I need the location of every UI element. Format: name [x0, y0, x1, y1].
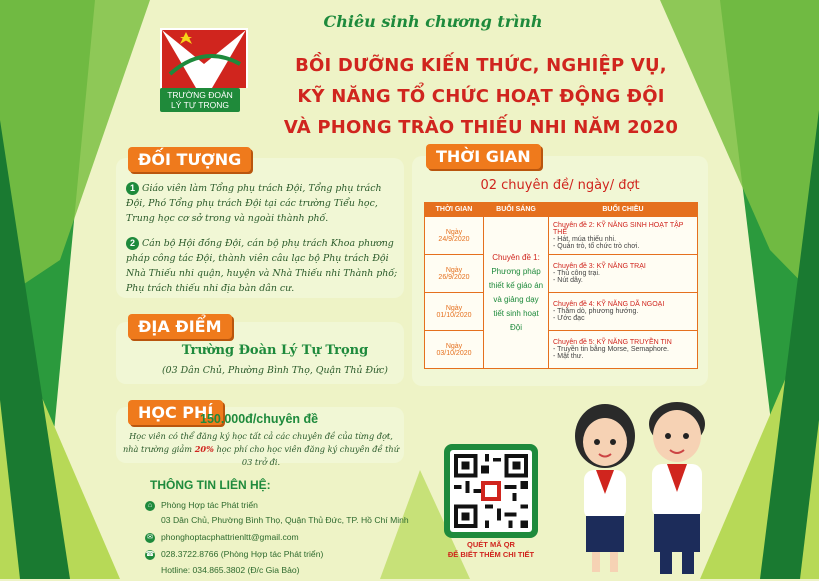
date-cell: Ngày 01/10/2020	[425, 293, 484, 331]
afternoon-cell: Chuyên đề 3: KỸ NĂNG TRẠI - Thủ công trại. - Nút dây.	[549, 255, 698, 293]
fee-heading: HỌC PHÍ	[128, 400, 223, 425]
col-morning: BUỔI SÁNG	[484, 203, 549, 217]
table-row	[425, 217, 698, 255]
mascot-boy	[634, 394, 720, 576]
contact-dept: ⌂ Phòng Hợp tác Phát triển	[145, 500, 258, 511]
table-row	[425, 331, 698, 369]
program-kicker: Chiêu sinh chương trình	[323, 12, 543, 31]
fee-price: 150.000đ/chuyên đề	[200, 412, 319, 426]
contact-phone[interactable]: ☎ 028.3722.8766 (Phòng Hợp tác Phát triển)	[145, 549, 324, 559]
contact-email[interactable]: ✉ phonghoptacphattrienltt@gmail.com	[145, 532, 299, 543]
schedule-table	[424, 202, 698, 369]
mascot-girl	[566, 398, 644, 574]
contact-address: 03 Dân Chủ, Phường Bình Thọ, Quận Thủ Đức, TP. Hồ Chí Minh	[161, 515, 409, 525]
contact-hotline[interactable]: Hotline: 034.865.3802 (Đ/c Gia Bảo)	[161, 565, 300, 575]
program-title: BỒI DƯỠNG KIẾN THỨC, NGHIỆP VỤ, KỸ NĂNG TỔ CHỨC HOẠT ĐỘNG ĐỘI VÀ PHONG TRÀO THIẾU NHI NĂM 2020	[283, 55, 679, 138]
col-afternoon: BUỔI CHIỀU	[549, 203, 698, 217]
fee-note: Học viên có thể đăng ký học tất cả các chuyên đề của từng đợt, nhà trường giảm 20% học phí cho học viên đăng ký chuyên đề thứ 03 trở đi.	[123, 431, 399, 467]
date-cell: Ngày 03/10/2020	[425, 331, 484, 369]
qr-code[interactable]	[450, 450, 532, 532]
morning-cell: Chuyên đề 1: Phương pháp thiết kế giáo án và giảng dạy tiết sinh hoạt Đội	[484, 217, 549, 369]
schedule-subtitle: 02 chuyên đề/ ngày/ đợt	[480, 178, 640, 193]
location-address: (03 Dân Chủ, Phường Bình Thọ, Quận Thủ Đức)	[162, 365, 388, 376]
table-row	[425, 255, 698, 293]
date-cell: Ngày 26/9/2020	[425, 255, 484, 293]
phone-icon: ☎	[145, 550, 155, 558]
audience-item-1: 1 Giáo viên làm Tổng phụ trách Đội, Tổng phụ trách Đội, Phó Tổng phụ trách Đội tại các trường Tiểu học, Trung học cơ sở trong và ngoài thành phố.	[126, 183, 382, 224]
schedule-table-wrap	[424, 202, 698, 369]
afternoon-cell: Chuyên đề 5: KỸ NĂNG TRUYỀN TIN - Truyền tin bằng Morse, Semaphore. - Mật thư.	[549, 331, 698, 369]
afternoon-cell: Chuyên đề 2: KỸ NĂNG SINH HOẠT TẬP THỂ - Hát, múa thiếu nhi. - Quản trò, tổ chức trò chơi.	[549, 217, 698, 255]
contact-heading: THÔNG TIN LIÊN HỆ:	[150, 478, 271, 492]
location-heading: ĐỊA ĐIỂM	[128, 314, 232, 339]
mail-icon: ✉	[145, 533, 155, 543]
audience-item-2: 2 Cán bộ Hội đồng Đội, cán bộ phụ trách Khoa phương pháp công tác Đội, thành viên câu lạc bộ Phụ trách Đội Nhà Thiếu nhi quận, huyện và Nhà Thiếu nhi Thành phố; Phụ trách thiếu nhi địa bàn dân cư.	[126, 238, 398, 294]
table-row	[425, 293, 698, 331]
schedule-heading: THỜI GIAN	[426, 144, 541, 169]
location-name: Trường Đoàn Lý Tự Trọng	[181, 343, 369, 358]
date-cell: Ngày 24/9/2020	[425, 217, 484, 255]
audience-heading: ĐỐI TƯỢNG	[128, 147, 251, 172]
col-time: THỜI GIAN	[425, 203, 484, 217]
building-icon: ⌂	[145, 501, 155, 511]
afternoon-cell: Chuyên đề 4: KỸ NĂNG DÃ NGOẠI - Thăm dò, phương hướng. - Ước đạc	[549, 293, 698, 331]
logo-caption: TRƯỜNG ĐOÀN LÝ TỰ TRỌNG	[160, 88, 240, 112]
qr-caption: QUÉT MÃ QR ĐỂ BIẾT THÊM CHI TIẾT	[447, 540, 535, 559]
